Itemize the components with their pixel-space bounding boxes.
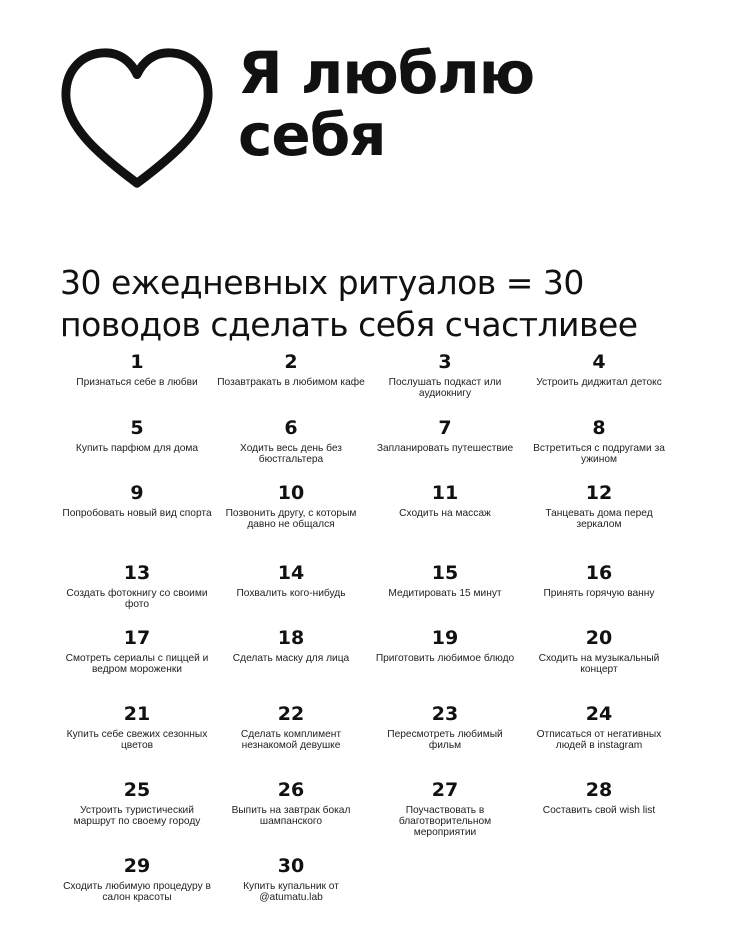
- rituals-row: [60, 702, 676, 778]
- ritual-item: [368, 481, 522, 561]
- ritual-text: Пересмотреть любимый фильм: [387, 729, 503, 751]
- ritual-text: Похвалить кого-нибудь: [236, 588, 346, 599]
- ritual-item: [522, 481, 676, 561]
- ritual-text: Купить себе свежих сезонных цветов: [66, 729, 208, 751]
- rituals-row: [60, 626, 676, 702]
- ritual-number: 10: [277, 482, 305, 504]
- ritual-item: [214, 778, 368, 854]
- ritual-item: [368, 626, 522, 702]
- ritual-text: Отписаться от негативных людей в instagram: [536, 729, 662, 751]
- ritual-number: 23: [431, 703, 459, 725]
- ritual-number: 5: [130, 417, 144, 439]
- ritual-number: 18: [277, 627, 305, 649]
- ritual-text: Встретиться с подругами за ужином: [533, 443, 665, 465]
- rituals-row: [60, 416, 676, 481]
- ritual-number: 25: [123, 779, 151, 801]
- ritual-item: [368, 416, 522, 481]
- ritual-text: Сходить на музыкальный концерт: [538, 653, 660, 675]
- ritual-number: 3: [438, 351, 452, 373]
- ritual-item: [214, 626, 368, 702]
- ritual-text: Устроить туристический маршрут по своему городу: [73, 805, 201, 827]
- page-title: [238, 39, 535, 169]
- ritual-text: Выпить на завтрак бокал шампанского: [231, 805, 351, 827]
- ritual-number: 26: [277, 779, 305, 801]
- ritual-number: 29: [123, 855, 151, 877]
- ritual-text: Послушать подкаст или аудиокнигу: [388, 377, 502, 399]
- ritual-text: Попробовать новый вид спорта: [62, 508, 212, 519]
- subtitle: [60, 262, 638, 346]
- ritual-number: 1: [130, 351, 144, 373]
- ritual-item: [60, 416, 214, 481]
- ritual-text: Медитировать 15 минут: [388, 588, 502, 599]
- ritual-number: 22: [277, 703, 305, 725]
- ritual-number: 8: [592, 417, 606, 439]
- ritual-number: 28: [585, 779, 613, 801]
- ritual-text: Сделать комплимент незнакомой девушке: [240, 729, 342, 751]
- ritual-number: 13: [123, 562, 151, 584]
- ritual-item: [214, 854, 368, 924]
- ritual-item: [522, 626, 676, 702]
- subtitle-line-2: поводов сделать себя счастливее: [60, 305, 638, 344]
- subtitle-line-1: 30 ежедневных ритуалов = 30: [60, 263, 584, 302]
- ritual-text: Приготовить любимое блюдо: [375, 653, 515, 664]
- heart-icon: [58, 44, 216, 196]
- ritual-item: [60, 350, 214, 416]
- ritual-number: 15: [431, 562, 459, 584]
- ritual-number: 27: [431, 779, 459, 801]
- title-line-1: Я люблю: [238, 39, 535, 107]
- ritual-text: Сделать маску для лица: [232, 653, 350, 664]
- ritual-text: Позвонить другу, с которым давно не общался: [225, 508, 357, 530]
- ritual-item: [214, 481, 368, 561]
- ritual-text: Ходить весь день без бюстгальтера: [240, 443, 342, 465]
- ritual-text: Купить купальник от @atumatu.lab: [243, 881, 339, 903]
- ritual-number: 20: [585, 627, 613, 649]
- ritual-text: Создать фотокнигу со своими фото: [66, 588, 208, 610]
- ritual-text: Танцевать дома перед зеркалом: [545, 508, 653, 530]
- ritual-item: [368, 350, 522, 416]
- ritual-item: [60, 561, 214, 626]
- ritual-item: [368, 778, 522, 854]
- ritual-text: Принять горячую ванну: [543, 588, 655, 599]
- ritual-text: Сходить любимую процедуру в салон красоты: [63, 881, 211, 903]
- ritual-text: Составить свой wish list: [542, 805, 656, 816]
- ritual-number: 14: [277, 562, 305, 584]
- rituals-row: [60, 854, 676, 924]
- ritual-number: 12: [585, 482, 613, 504]
- ritual-text: Купить парфюм для дома: [75, 443, 199, 454]
- ritual-item: [60, 702, 214, 778]
- ritual-number: 30: [277, 855, 305, 877]
- ritual-number: 6: [284, 417, 298, 439]
- ritual-number: 9: [130, 482, 144, 504]
- ritual-number: 17: [123, 627, 151, 649]
- ritual-text: Смотреть сериалы с пиццей и ведром мороженки: [65, 653, 209, 675]
- ritual-item: [522, 416, 676, 481]
- rituals-row: [60, 778, 676, 854]
- ritual-number: 7: [438, 417, 452, 439]
- ritual-number: 2: [284, 351, 298, 373]
- ritual-text: Устроить диджитал детокс: [536, 377, 662, 388]
- ritual-text: Позавтракать в любимом кафе: [217, 377, 365, 388]
- ritual-item: [522, 702, 676, 778]
- ritual-text: Поучаствовать в благотворительном мероприятии: [398, 805, 492, 838]
- ritual-number: 24: [585, 703, 613, 725]
- ritual-item: [368, 702, 522, 778]
- ritual-item: [214, 561, 368, 626]
- ritual-item: [522, 561, 676, 626]
- rituals-row: [60, 481, 676, 561]
- rituals-grid: [60, 350, 676, 924]
- ritual-item: [60, 626, 214, 702]
- ritual-number: 4: [592, 351, 606, 373]
- rituals-row: [60, 561, 676, 626]
- ritual-item: [368, 561, 522, 626]
- ritual-item: [60, 854, 214, 924]
- ritual-number: 19: [431, 627, 459, 649]
- ritual-item: [214, 416, 368, 481]
- ritual-item: [60, 778, 214, 854]
- ritual-item: [214, 702, 368, 778]
- ritual-item: [522, 350, 676, 416]
- ritual-text: Запланировать путешествие: [376, 443, 514, 454]
- ritual-text: Сходить на массаж: [399, 508, 491, 519]
- ritual-number: 16: [585, 562, 613, 584]
- ritual-number: 11: [431, 482, 459, 504]
- ritual-item: [60, 481, 214, 561]
- ritual-text: Признаться себе в любви: [76, 377, 198, 388]
- title-line-2: себя: [238, 101, 386, 169]
- ritual-item: [214, 350, 368, 416]
- rituals-row: [60, 350, 676, 416]
- ritual-item: [522, 778, 676, 854]
- ritual-number: 21: [123, 703, 151, 725]
